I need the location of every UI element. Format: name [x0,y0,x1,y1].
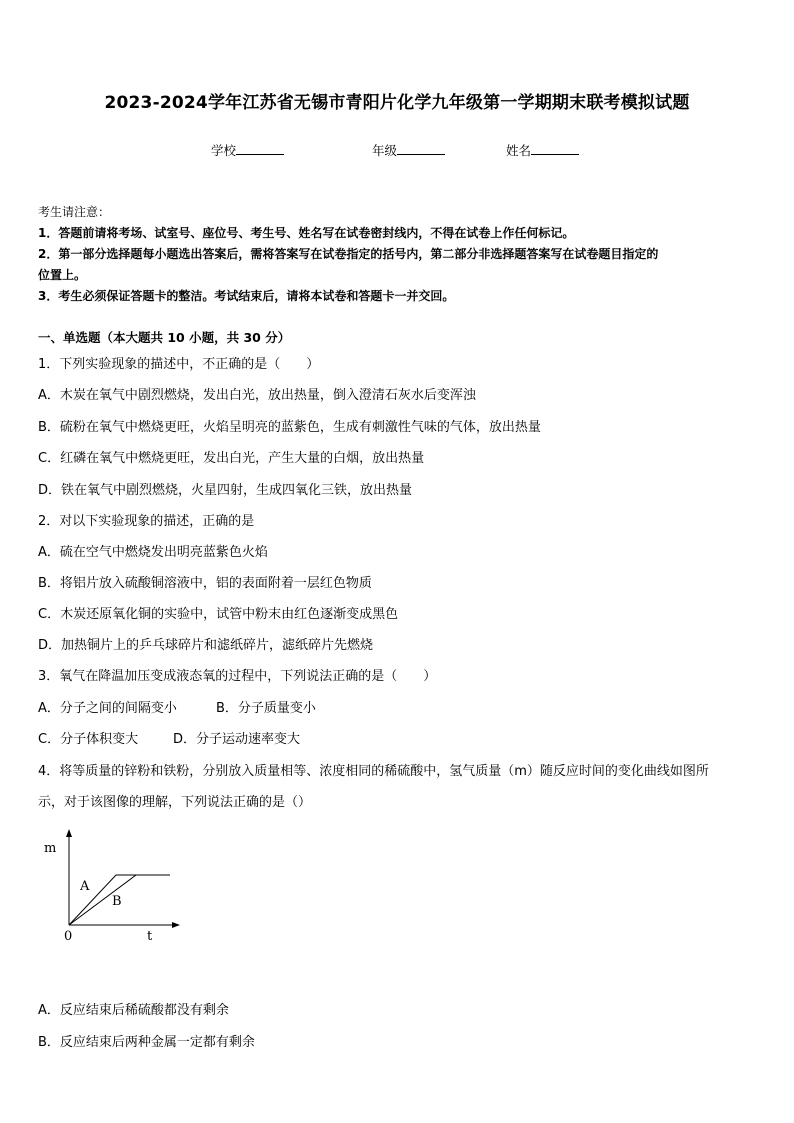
x-axis-arrow [172,922,180,928]
q4-option-b[interactable]: B．反应结束后两种金属一定都有剩余 [38,1035,255,1050]
q1-stem: 1．下列实验现象的描述中，不正确的是（ ） [38,357,320,372]
school-label: 学校 [211,143,237,158]
q3-option-a[interactable]: A．分子之间的间隔变小 [38,701,177,716]
name-label: 姓名 [506,143,532,158]
q2-option-c[interactable]: C．木炭还原氧化铜的实验中，试管中粉末由红色逐渐变成黑色 [38,607,399,622]
q2-option-a[interactable]: A．硫在空气中燃烧发出明亮蓝紫色火焰 [38,545,268,560]
notice-item: 位置上。 [38,268,87,282]
q1-option-d[interactable]: D．铁在氧气中剧烈燃烧，火星四射，生成四氧化三铁，放出热量 [38,483,413,498]
q1-option-a[interactable]: A．木炭在氧气中剧烈燃烧，发出白光，放出热量，倒入澄清石灰水后变浑浊 [38,388,476,403]
q3-option-c[interactable]: C．分子体积变大 [38,732,139,747]
q4-stem-line1: 4．将等质量的锌粉和铁粉，分别放入质量相等、浓度相同的稀硫酸中，氢气质量（m）随反应时间的变化曲线如图所 [38,764,709,779]
y-axis-arrow [66,829,72,837]
notice-heading: 考生请注意： [38,205,111,219]
q2-stem: 2．对以下实验现象的描述，正确的是 [38,514,255,529]
q1-option-b[interactable]: B．硫粉在氧气中燃烧更旺，火焰呈明亮的蓝紫色，生成有刺激性气味的气体，放出热量 [38,420,541,435]
x-axis-label: t [147,929,153,944]
q2-option-b[interactable]: B．将铝片放入硫酸铜溶液中，铝的表面附着一层红色物质 [38,576,372,591]
q4-graph [38,826,188,946]
curve-a-label: A [80,879,90,894]
q1-option-c[interactable]: C．红磷在氧气中燃烧更旺，发出白光，产生大量的白烟，放出热量 [38,451,425,466]
page-title: 2023-2024学年江苏省无锡市青阳片化学九年级第一学期期末联考模拟试题 [104,93,690,113]
notice-item: 1．答题前请将考场、试室号、座位号、考生号、姓名写在试卷密封线内，不得在试卷上作任何标记。 [38,226,575,240]
origin-label: 0 [64,929,73,944]
q2-option-d[interactable]: D．加热铜片上的乒乓球碎片和滤纸碎片，滤纸碎片先燃烧 [38,638,374,653]
curve-b-label: B [112,894,122,909]
section-heading: 一、单选题（本大题共 10 小题，共 30 分） [38,330,291,345]
school-blank[interactable] [236,143,284,155]
name-blank[interactable] [531,143,579,155]
grade-label: 年级 [372,143,398,158]
grade-blank[interactable] [397,143,445,155]
q3-option-d[interactable]: D．分子运动速率变大 [173,732,301,747]
notice-item: 3．考生必须保证答题卡的整洁。考试结束后，请将本试卷和答题卡一并交回。 [38,289,455,303]
q4-option-a[interactable]: A．反应结束后稀硫酸都没有剩余 [38,1003,229,1018]
q4-stem-line2: 示，对于该图像的理解，下列说法正确的是（） [38,795,312,810]
q3-stem: 3．氧气在降温加压变成液态氧的过程中，下列说法正确的是（ ） [38,669,437,684]
school-field[interactable] [211,141,284,159]
notice-item: 2．第一部分选择题每小题选出答案后，需将答案写在试卷指定的括号内，第二部分非选择题答案写在试卷题目指定的 [38,247,659,261]
y-axis-label: m [44,841,57,856]
name-field[interactable] [506,141,579,159]
grade-field[interactable] [372,141,445,159]
q3-option-b[interactable]: B．分子质量变小 [216,701,316,716]
